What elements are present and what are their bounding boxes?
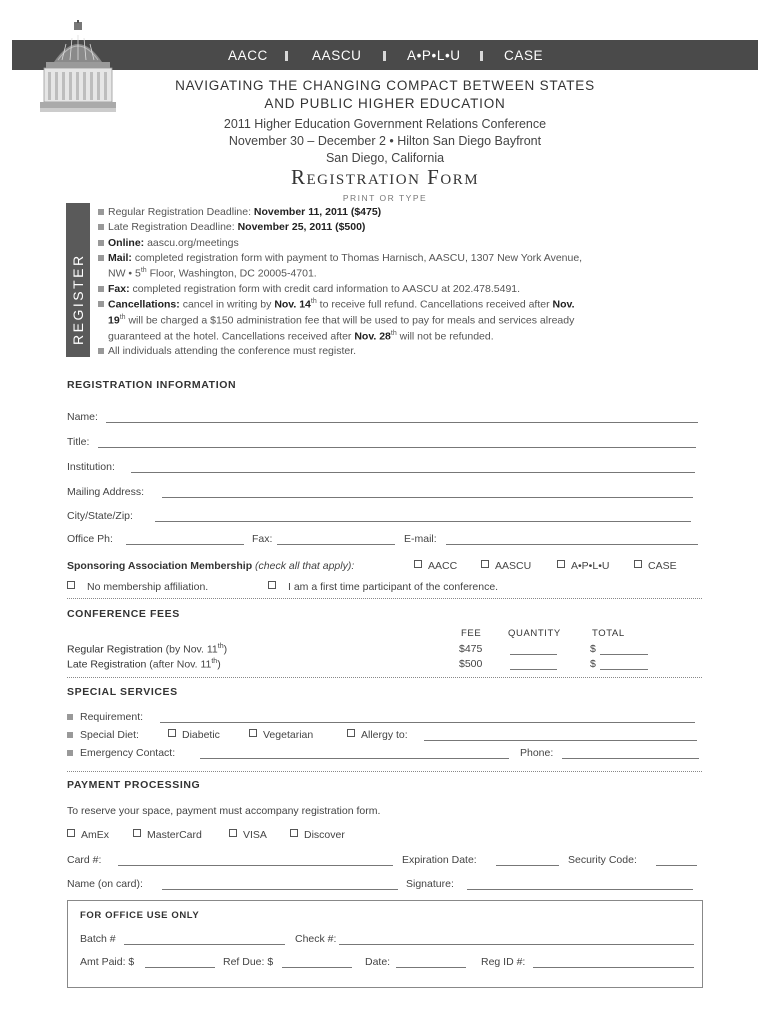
- cancellation-info-line2: [108, 314, 574, 327]
- requirement-field[interactable]: [160, 722, 695, 723]
- late-note: (after Nov. 11: [146, 658, 212, 671]
- assoc-checkbox-aplu[interactable]: [557, 560, 609, 572]
- email-label: E-mail:: [404, 533, 437, 545]
- mail-cont-sup: th: [140, 267, 147, 274]
- cancel-l3-b: Nov. 28: [354, 330, 391, 343]
- mail-text: completed registration form with payment to Thomas Harnisch, AASCU, 1307 New York Avenue,: [134, 252, 583, 264]
- attendance-note: All individuals attending the conference must register.: [108, 345, 357, 357]
- signature-field[interactable]: [467, 889, 693, 890]
- cancel-l3-c: will not be refunded.: [396, 330, 494, 343]
- first-time-label: I am a first time participant of the conference.: [288, 581, 499, 593]
- card-checkbox-visa[interactable]: [229, 829, 267, 841]
- check-field[interactable]: [339, 944, 694, 945]
- late-quantity-field[interactable]: [510, 669, 557, 670]
- mail-cont-a: NW • 5: [108, 267, 141, 280]
- header-item-aacc: AACC: [228, 48, 268, 63]
- signature-label: Signature:: [406, 878, 454, 890]
- special-diet-label: Special Diet:: [80, 729, 139, 741]
- batch-field[interactable]: [124, 944, 285, 945]
- sponsoring-association: [67, 560, 354, 572]
- first-time-checkbox[interactable]: [268, 581, 498, 593]
- cancel-d: Nov.: [552, 298, 575, 311]
- mail-info: [108, 252, 582, 264]
- mail-cont-b: Floor, Washington, DC 20005-4701.: [146, 267, 317, 280]
- section-divider: [67, 771, 702, 772]
- mail-label: Mail:: [108, 252, 135, 264]
- deadline-late-label: Late Registration Deadline:: [108, 221, 238, 233]
- regular-note: (by Nov. 11: [162, 643, 218, 656]
- city-state-zip-field[interactable]: [155, 521, 691, 522]
- reg-id-field[interactable]: [533, 967, 694, 968]
- late-label: Late Registration: [67, 658, 147, 671]
- title-field[interactable]: [98, 447, 696, 448]
- assoc-label: CASE: [648, 560, 677, 572]
- sponsoring-label: Sponsoring Association Membership: [67, 560, 253, 572]
- card-label: Discover: [304, 829, 345, 841]
- deadline-regular: [108, 206, 381, 218]
- payment-note: To reserve your space, payment must accompany registration form.: [67, 805, 381, 817]
- cancel-c: to receive full refund. Cancellations received after: [316, 298, 553, 311]
- checkbox-icon[interactable]: [290, 829, 298, 837]
- amount-paid-label: Amt Paid: $: [80, 956, 135, 968]
- online-info: [108, 237, 239, 249]
- fax-info: [108, 283, 520, 295]
- header-separator: [285, 51, 288, 61]
- regular-label: Regular Registration: [67, 643, 163, 656]
- late-total-dollar: $: [590, 658, 596, 670]
- late-registration-row: [67, 658, 221, 671]
- conference-dates: November 30 – December 2 • Hilton San Diego Bayfront: [228, 134, 542, 148]
- deadline-regular-value: November 11, 2011 ($475): [253, 206, 382, 218]
- regular-registration-row: [67, 643, 227, 656]
- allergy-label: Allergy to:: [361, 729, 408, 741]
- refund-due-field[interactable]: [282, 967, 352, 968]
- online-label: Online:: [108, 237, 148, 249]
- checkbox-icon[interactable]: [347, 729, 355, 737]
- section-divider: [67, 677, 702, 678]
- amount-paid-field[interactable]: [145, 967, 215, 968]
- mailing-address-label: Mailing Address:: [67, 486, 145, 498]
- cancel-l3-sup: th: [390, 330, 397, 337]
- vegetarian-checkbox[interactable]: [249, 729, 313, 741]
- cancel-b: Nov. 14: [274, 298, 311, 311]
- title-label: Title:: [67, 436, 90, 448]
- quantity-column-header: QUANTITY: [508, 628, 561, 639]
- payment-processing-heading: PAYMENT PROCESSING: [67, 779, 201, 791]
- cancel-l3-a: guaranteed at the hotel. Cancellations received after: [108, 330, 355, 343]
- office-use-heading: FOR OFFICE USE ONLY: [80, 910, 200, 921]
- bullet-icon: [98, 240, 104, 246]
- mailing-address-field[interactable]: [162, 497, 693, 498]
- cancellation-label: Cancellations:: [108, 298, 183, 311]
- card-number-field[interactable]: [118, 865, 393, 866]
- checkbox-icon[interactable]: [168, 729, 176, 737]
- deadline-late: [108, 221, 365, 233]
- cancel-l2-sup: th: [119, 314, 126, 321]
- late-total-field[interactable]: [600, 669, 648, 670]
- card-label: VISA: [243, 829, 267, 841]
- bullet-icon: [98, 301, 104, 307]
- regular-note-end: ): [223, 643, 228, 656]
- fax-field[interactable]: [277, 544, 395, 545]
- regular-fee: $475: [459, 643, 483, 655]
- assoc-checkbox-aacc[interactable]: [414, 560, 457, 572]
- vegetarian-label: Vegetarian: [263, 729, 314, 741]
- bullet-icon: [98, 286, 104, 292]
- conference-theme-line1: NAVIGATING THE CHANGING COMPACT BETWEEN STATES: [175, 78, 595, 93]
- checkbox-icon[interactable]: [229, 829, 237, 837]
- fax-label: Fax:: [108, 283, 133, 295]
- card-label: MasterCard: [147, 829, 202, 841]
- refund-due-label: Ref Due: $: [223, 956, 274, 968]
- checkbox-icon[interactable]: [414, 560, 422, 568]
- bullet-icon: [98, 209, 104, 215]
- emergency-phone-label: Phone:: [520, 747, 554, 759]
- late-fee: $500: [459, 658, 483, 670]
- register-tab-text: REGISTER: [70, 253, 86, 345]
- name-field[interactable]: [106, 422, 698, 423]
- office-phone-field[interactable]: [126, 544, 244, 545]
- cancel-a: cancel in writing by: [182, 298, 275, 311]
- institution-field[interactable]: [131, 472, 695, 473]
- allergy-field[interactable]: [424, 740, 697, 741]
- deadline-late-value: November 25, 2011 ($500): [237, 221, 366, 233]
- bullet-icon: [98, 224, 104, 230]
- fee-column-header: FEE: [461, 628, 482, 639]
- checkbox-icon[interactable]: [249, 729, 257, 737]
- bullet-icon: [98, 255, 104, 261]
- allergy-checkbox[interactable]: [347, 729, 408, 741]
- checkbox-icon[interactable]: [67, 829, 75, 837]
- conference-fees-heading: CONFERENCE FEES: [67, 608, 180, 620]
- assoc-label: AASCU: [495, 560, 532, 572]
- no-membership-label: No membership affiliation.: [87, 581, 209, 593]
- expiration-field[interactable]: [496, 865, 559, 866]
- bullet-icon: [67, 714, 73, 720]
- emergency-contact-label: Emergency Contact:: [80, 747, 176, 759]
- registration-info-heading: REGISTRATION INFORMATION: [67, 379, 237, 391]
- online-link[interactable]: aascu.org/meetings: [147, 237, 239, 249]
- email-field[interactable]: [446, 544, 698, 545]
- conference-city: San Diego, California: [325, 151, 445, 165]
- total-column-header: TOTAL: [592, 628, 625, 639]
- assoc-checkbox-aascu[interactable]: [481, 560, 531, 572]
- office-date-field[interactable]: [396, 967, 466, 968]
- mail-info-cont: [108, 267, 317, 280]
- checkbox-icon[interactable]: [557, 560, 565, 568]
- bullet-icon: [98, 348, 104, 354]
- card-checkbox-discover[interactable]: [290, 829, 345, 841]
- section-divider: [67, 598, 702, 599]
- fax-text: completed registration form with credit card information to AASCU at 202.478.5491.: [132, 283, 521, 295]
- cancel-b-sup: th: [310, 298, 317, 305]
- office-date-label: Date:: [365, 956, 391, 968]
- card-number-label: Card #:: [67, 854, 102, 866]
- assoc-checkbox-case[interactable]: [634, 560, 677, 572]
- card-checkbox-mastercard[interactable]: [133, 829, 202, 841]
- name-on-card-field[interactable]: [162, 889, 398, 890]
- diabetic-checkbox[interactable]: [168, 729, 220, 741]
- header-separator: [480, 51, 483, 61]
- diabetic-label: Diabetic: [182, 729, 220, 741]
- fax-field-label: Fax:: [252, 533, 273, 545]
- late-note-end: ): [217, 658, 221, 671]
- check-label: Check #:: [295, 933, 337, 945]
- sponsoring-note: (check all that apply):: [252, 560, 355, 572]
- card-label: AmEx: [81, 829, 110, 841]
- cancel-l2-b: will be charged a $150 administration fee that will be used to pay for meals and services already: [125, 314, 575, 327]
- institution-label: Institution:: [67, 461, 115, 473]
- bullet-icon: [67, 750, 73, 756]
- office-phone-label: Office Ph:: [67, 533, 113, 545]
- city-state-zip-label: City/State/Zip:: [67, 510, 133, 522]
- checkbox-icon[interactable]: [634, 560, 642, 568]
- regular-total-dollar: $: [590, 643, 596, 655]
- assoc-label: A•P•L•U: [571, 560, 610, 572]
- deadline-regular-label: Regular Registration Deadline:: [108, 206, 254, 218]
- cancellation-info: [108, 298, 575, 311]
- checkbox-icon[interactable]: [481, 560, 489, 568]
- assoc-label: AACC: [428, 560, 458, 572]
- late-note-sup: th: [211, 658, 218, 665]
- emergency-phone-field[interactable]: [562, 758, 699, 759]
- card-checkbox-amex[interactable]: [67, 829, 109, 841]
- checkbox-icon[interactable]: [67, 581, 75, 589]
- header-item-case: CASE: [504, 48, 544, 63]
- register-tab-label: [66, 203, 90, 357]
- regular-note-sup: th: [217, 643, 224, 650]
- cancellation-info-line3: [108, 330, 494, 343]
- conference-name: 2011 Higher Education Government Relations Conference: [223, 117, 547, 131]
- expiration-label: Expiration Date:: [402, 854, 477, 866]
- header-separator: [383, 51, 386, 61]
- cancel-l2-a: 19: [108, 314, 120, 327]
- security-code-field[interactable]: [656, 865, 697, 866]
- conference-theme-line2: AND PUBLIC HIGHER EDUCATION: [264, 96, 506, 111]
- checkbox-icon[interactable]: [133, 829, 141, 837]
- print-note: PRINT OR TYPE: [342, 193, 428, 203]
- emergency-contact-field[interactable]: [200, 758, 509, 759]
- special-services-heading: SPECIAL SERVICES: [67, 686, 178, 698]
- name-label: Name:: [67, 411, 98, 423]
- regular-quantity-field[interactable]: [510, 654, 557, 655]
- no-membership-checkbox[interactable]: [67, 581, 208, 593]
- reg-id-label: Reg ID #:: [481, 956, 526, 968]
- security-code-label: Security Code:: [568, 854, 637, 866]
- regular-total-field[interactable]: [600, 654, 648, 655]
- page-title: Registration Form: [290, 165, 480, 189]
- requirement-label: Requirement:: [80, 711, 144, 723]
- bullet-icon: [67, 732, 73, 738]
- batch-label: Batch #: [80, 933, 116, 945]
- checkbox-icon[interactable]: [268, 581, 276, 589]
- name-on-card-label: Name (on card):: [67, 878, 143, 890]
- header-item-aascu: AASCU: [312, 48, 362, 63]
- header-item-aplu: A•P•L•U: [407, 48, 461, 63]
